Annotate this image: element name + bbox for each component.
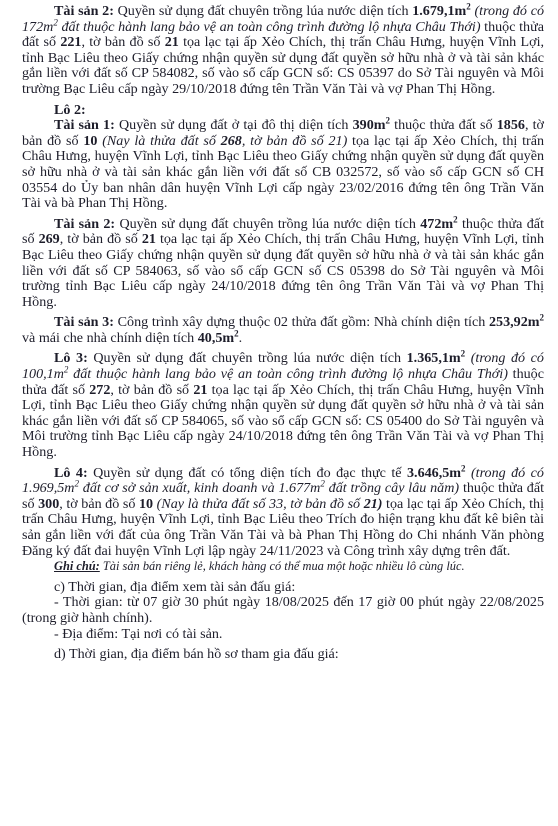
text-run: 253,92m (488, 314, 540, 331)
text-run: Tài sản 2: (54, 215, 116, 232)
lo-2-heading (22, 103, 544, 119)
text-run: đất cơ sở sản xuất, kinh doanh và 1.677m (78, 480, 321, 497)
text-run: 10 (83, 132, 98, 149)
note-label: Ghi chú: (54, 559, 100, 574)
text-run: đất trồng cây lâu năm) (324, 480, 460, 497)
section-c-time: - Thời gian: từ 07 giờ 30 phút ngày 18/08/2025 đến 17 giờ 00 phút ngày 22/08/2025 (trong giờ hành chính). (22, 594, 544, 626)
text-run: 21 (193, 381, 208, 398)
text-run: Quyền sử dụng đất ở tại đô thị diện tích (114, 117, 353, 134)
text-run: Tài sản 2: (54, 3, 114, 19)
text-run: . (238, 329, 243, 346)
text-run: tọa lạc tại ấp Xẻo Chích, thị trấn Châu Hưng, huyện Vĩnh Lợi, tỉnh Bạc Liêu theo Giấy chứng nhận quyền sử dụng đất quyền sở hữu nhà ở và tài sản khác gắn liền với đất số CP 584063, số vào sổ cấp GCN số CS 05398 do Sở Tài nguyên và Môi trường tỉnh Bạc Liêu cấp ngày 24/10/2018 đứng tên ông Trần Văn Tài và vợ Phan Thị Hồng. (22, 231, 544, 310)
text-run: , tờ bản đồ số (110, 381, 194, 398)
superscript: 2 (453, 214, 458, 225)
text-run: Lô 3: (54, 350, 88, 367)
text-run: 1.679,1m (412, 3, 467, 19)
note-text: Tài sản bán riêng lẻ, khách hàng có thể mua một hoặc nhiều lô cùng lúc. (99, 559, 465, 574)
superscript: 2 (466, 1, 471, 12)
text-run: tọa lạc tại ấp Xẻo Chích, thị trấn Châu Hưng, huyện Vĩnh Lợi, tỉnh Bạc Liêu theo Trích đo hiện trạng khu đất kê biên tài sản gắn liền với đất của ông Trần Văn Tài và bà Phan Thị Hồng do Chi nhánh Văn phòng Đăng ký đất đai huyện Vĩnh Lợi lập ngày 24/11/2023 và Công trình xây dựng trên đất. (22, 495, 545, 559)
text-run: 3.646,5m (407, 464, 462, 481)
superscript: 2 (539, 312, 544, 323)
superscript: 2 (53, 16, 58, 27)
lo-2-tai-san-2-paragraph (22, 214, 544, 311)
text-run: , tờ bản đồ số (81, 34, 165, 51)
text-run: 21) (363, 495, 383, 512)
superscript: 2 (385, 115, 391, 126)
text-run: 10 (138, 495, 154, 512)
superscript: 2 (461, 462, 466, 473)
text-run: , tờ bản đồ số 21) (241, 132, 348, 149)
text-run: (trong đó có 172m (22, 3, 544, 35)
lo-2-tai-san-3-paragraph (22, 312, 544, 346)
section-d-title: d) Thời gian, địa điểm bán hồ sơ tham gia đấu giá: (54, 646, 339, 663)
text-run: 1.365,1m (406, 350, 461, 367)
superscript: 2 (320, 478, 325, 489)
text-run: 390m (352, 117, 386, 134)
text-run: Công trình xây dựng thuộc 02 thửa đất gồm: Nhà chính diện tích (113, 314, 489, 331)
text-run: (trong đó có 1.969,5m (22, 464, 544, 497)
text-run: 300 (38, 495, 60, 512)
text-run: thuộc thửa đất số (22, 215, 544, 248)
text-run: 268 (220, 132, 242, 149)
text-run: Lô 4: (54, 464, 88, 481)
text-run: tọa lạc tại ấp Xẻo Chích, thị trấn Châu Hưng, huyện Vĩnh Lợi, tỉnh Bạc Liêu theo Giấy chứng nhận quyền sử dụng đất quyền sở hữu nhà ở và tài sản khác gắn liền với đất số CP 584065, số vào sổ cấp GCN số: CS 05400 do Sở Tài nguyên và Môi trường tỉnh Bạc Liêu cấp ngày 24/10/2018 đứng tên ông Trần Văn Tài và vợ Phan Thị Hồng. (22, 381, 544, 461)
text-run: (trong đó có 100,1m (22, 350, 544, 383)
lo-3-paragraph (22, 348, 544, 461)
text-run: 272 (89, 381, 111, 398)
text-run: 472m (420, 215, 454, 232)
text-run: Tài sản 3: (54, 314, 114, 331)
text-run: , tờ bản đồ số (22, 117, 544, 149)
text-run: 21 (164, 34, 179, 51)
text-run: Tài sản 1: (54, 117, 115, 134)
text-run: (Nay là thửa đất số (97, 132, 221, 149)
text-run: và mái che nhà chính diện tích (22, 329, 198, 346)
text-run: , tờ bản đồ số (59, 495, 139, 512)
superscript: 2 (234, 328, 239, 339)
text-run: Quyền sử dụng đất có tổng diện tích đo đạc thực tế (87, 464, 407, 481)
text-run: thuộc thửa đất số (22, 366, 544, 398)
text-run: thuộc thửa đất số (22, 18, 544, 51)
text-run: thuộc thửa đất số (22, 480, 545, 512)
text-run: đất thuộc hành lang bảo vệ an toàn công trình đường lộ nhựa Châu Thới) (57, 18, 481, 35)
text-run: Quyền sử dụng đất chuyên trồng lúa nước diện tích (87, 350, 407, 367)
note-line (22, 559, 544, 575)
text-run: 1856 (496, 117, 525, 134)
text-run: 221 (60, 34, 82, 51)
section-c-place: - Địa điểm: Tại nơi có tài sản. (54, 625, 223, 642)
lo-2-tai-san-1-paragraph (22, 115, 544, 212)
text-run: (Nay là thửa đất số 33, tờ bản đồ số (153, 495, 364, 512)
superscript: 2 (63, 364, 69, 375)
text-run: tọa lạc tại ấp Xẻo Chích, thị trấn Châu Hưng, huyện Vĩnh Lợi, tỉnh Bạc Liêu theo Giấy chứng nhận quyền sử dụng đất quyền sở hữu nhà ở và tài sản khác gắn liền với đất số CB 032572, số vào sổ cấp GCN số CH 03554 do Ủy ban nhân dân huyện Vĩnh Lợi cấp ngày 23/02/2016 đứng tên ông Trần Văn Tài và bà Phan Thị Hồng. (22, 132, 544, 212)
text-run: 269 (38, 231, 60, 248)
superscript: 2 (74, 478, 79, 489)
superscript: 2 (460, 348, 466, 359)
heading-text: Lô 2: (54, 101, 86, 118)
text-run: 40,5m (197, 329, 235, 346)
text-run: , tờ bản đồ số (59, 231, 142, 248)
text-run: 21 (141, 231, 156, 248)
text-run: Quyền sử dụng đất chuyên trồng lúa nước diện tích (115, 215, 421, 232)
lo-4-paragraph (22, 462, 545, 560)
text-run: thuộc thửa đất số (390, 117, 497, 134)
lo-1-tai-san-2-paragraph (22, 1, 545, 98)
text-run: đất thuộc hành lang bảo vệ an toàn công trình đường lộ nhựa Châu Thới) (68, 366, 508, 383)
text-run: Quyền sử dụng đất chuyên trồng lúa nước diện tích (113, 3, 413, 19)
section-c-title: c) Thời gian, địa điểm xem tài sản đấu giá: (54, 578, 296, 595)
text-run: tọa lạc tại ấp Xẻo Chích, thị trấn Châu Hưng, huyện Vĩnh Lợi, tỉnh Bạc Liêu theo Giấy chứng nhận quyền sử dụng đất quyền sở hữu nhà ở và tài sản khác gắn liền với đất số CP 584082, số vào sổ cấp GCN số: CS 05397 do Sở Tài nguyên và Môi trường Bạc Liêu cấp ngày 29/10/2018 đứng tên Trần Văn Tài và vợ Phan Thị Hồng. (22, 34, 545, 97)
